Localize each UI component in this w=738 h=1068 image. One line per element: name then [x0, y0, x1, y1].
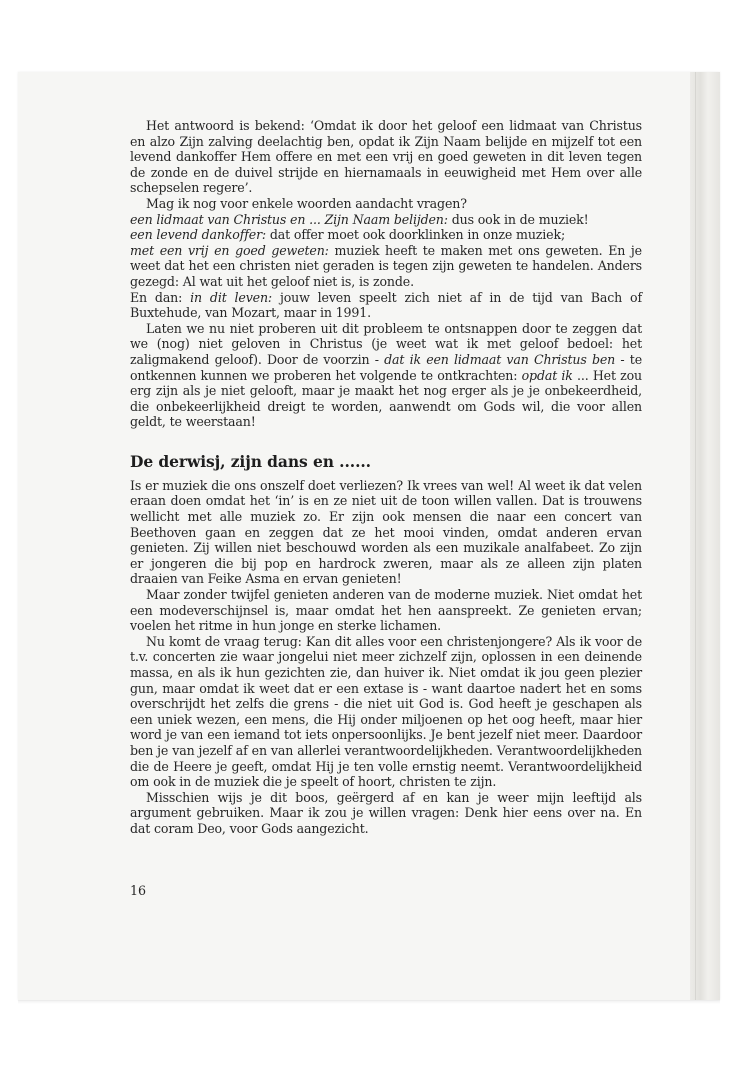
text-ontsnappen-a: Laten we nu niet proberen uit dit probleem te ontsnappen door te zeggen dat we (nog) niet geloven in Christus (je weet wat ik met geloof bedoel: het zaligmakend geloof). Door de voorzin -: [130, 320, 642, 367]
text-lidmaat: dus ook in de muziek!: [447, 211, 589, 227]
paragraph-vraag: Nu komt de vraag terug: Kan dit alles voor een christenjongere? Als ik voor de t.v. concerten zie waar jongelui niet meer zichzelf zijn, oplossen in een deinende massa, en als ik hun gezichten zie, dan huiver ik. Niet omdat ik jou geen plezier gun, maar omdat ik weet dat er een extase is - want daartoe nadert het en soms overschrijdt het zelfs die grens - die niet uit God is. God heeft je geschapen als een uniek wezen, een mens, die Hij onder miljoenen op het oog heeft, maar hier word je van een iemand tot iets onpersoonlijks. Je bent jezelf niet meer. Daardoor ben je van jezelf af en van allerlei verantwoordelijkheden. Verantwoordelijkheden die de Heere je geeft, omdat Hij je ten volle ernstig neemt. Verantwoordelijkheid om ook in de muziek die je speelt of hoort, christen te zijn.: [130, 633, 642, 790]
text-dankoffer: dat offer moet ook doorklinken in onze muziek;: [266, 227, 566, 243]
section-heading: De derwisj, zijn dans en ......: [130, 451, 371, 471]
paragraph-lidmaat: [130, 212, 642, 228]
page-number: 16: [130, 883, 147, 898]
emphasis-voorzin: dat ik een lidmaat van Christus ben: [384, 351, 616, 367]
page-shadow: [18, 1000, 720, 1004]
text-ontsnappen-c: ... Het zou erg zijn als je niet gelooft, maar je maakt het nog erger als je je onbekeerdheid, die onbekeerlijkheid dreigt te worden, aanwendt om Gods wil, die voor allen geldt, te weerstaan!: [130, 367, 642, 430]
paragraph-dankoffer: [130, 227, 642, 243]
paragraph-muziek: Is er muziek die ons onszelf doet verliezen? Ik vrees van wel! Al weet ik dat velen eraan doen omdat het ‘in’ is en ze niet uit de toon willen vallen. Dat is trouwens wellicht met alle muziek zo. Er zijn ook mensen die naar een concert van Beethoven gaan en zeggen dat ze het mooi vinden, omdat anderen ervan genieten. Zij willen niet beschouwd worden als een muzikale analfabeet. Zo zijn er jongeren die bij pop en hardrock zweren, maar als ze alleen zijn platen draaien van Feike Asma en ervan genieten!: [130, 477, 642, 587]
paragraph-misschien: Misschien wijs je dit boos, geërgerd af en kan je weer mijn leeftijd als argument gebruiken. Maar ik zou je willen vragen: Denk hier eens over na. En dat coram Deo, voor Gods aangezicht.: [130, 789, 642, 836]
text-ontsnappen-b: - te ontkennen kunnen we proberen het volgende te ontkrachten:: [130, 351, 643, 383]
page-content: [130, 118, 642, 837]
emphasis-lidmaat: een lidmaat van Christus en ... Zijn Naam belijden:: [130, 211, 448, 227]
text-leven-rest: jouw leven speelt zich niet af in de tijd van Bach of Buxtehude, van Mozart, maar in 1991.: [130, 289, 642, 321]
paragraph-leven: [130, 290, 642, 321]
paragraph-question: Mag ik nog voor enkele woorden aandacht vragen?: [146, 195, 467, 211]
emphasis-leven: in dit leven:: [190, 289, 273, 305]
paragraph-answer: Het antwoord is bekend: ‘Omdat ik door het geloof een lidmaat van Christus en alzo Zijn zalving deelachtig ben, opdat ik Zijn Naam belijde en mijzelf tot een levend dankoffer Hem offere en met een vrij en goed geweten in dit leven tegen de zonde en de duivel strijde en hiernamaals in eeuwigheid met Hem over alle schepselen regere’.: [130, 118, 642, 196]
emphasis-dankoffer: een levend dankoffer:: [130, 227, 267, 243]
text-leven-a: En dan:: [130, 289, 191, 305]
emphasis-opdat: opdat ik: [521, 367, 573, 383]
text-geweten: muziek heeft te maken met ons geweten. En je weet dat het een christen niet geraden is tegen zijn geweten te handelen. Anders gezegd: Al wat uit het geloof niet is, is zonde.: [130, 242, 642, 289]
page-edge: [690, 72, 720, 1000]
paragraph-geweten: [130, 243, 642, 290]
emphasis-geweten: met een vrij en goed geweten:: [130, 242, 329, 258]
paragraph-ontsnappen: [130, 321, 642, 430]
paragraph-twijfel: Maar zonder twijfel genieten anderen van de moderne muziek. Niet omdat het een modeverschijnsel is, maar omdat het hen aanspreekt. Ze genieten ervan; voelen het ritme in hun jonge en sterke lichamen.: [130, 587, 642, 634]
